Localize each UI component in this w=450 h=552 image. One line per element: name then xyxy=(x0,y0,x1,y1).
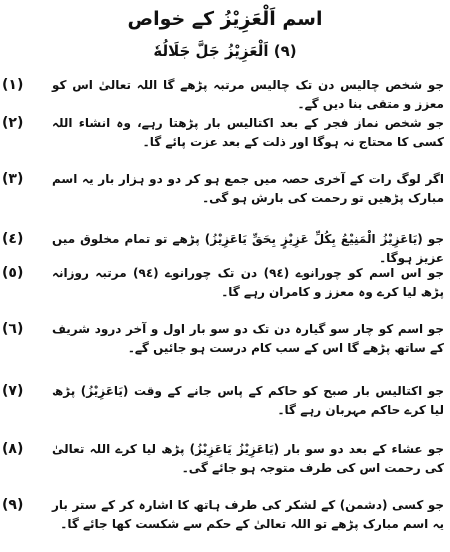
page-title: اسم اَلْعَزِیْزُ کے خواص xyxy=(127,8,323,30)
item-text: جو (یَاعَزِیْزُ الْمَنِیْعُ بِکُلِّ عَزِیْزٍ بِحَقِّ یَاعَزِیْزُ) پڑھے تو تمام مخلوق میں عزیز ہوگا۔ xyxy=(52,232,444,265)
list-item-8 xyxy=(0,440,450,496)
item-text: جو شخص چالیس دن تک چالیس مرتبہ پڑھے گا اللہ تعالیٰ اس کو معزز و متقی بنا دیں گے۔ xyxy=(52,78,444,111)
list-item-1 xyxy=(0,76,450,114)
item-text: جو عشاء کے بعد دو سو بار (یَاعَزِیْزُ یَاعَزِیْزُ) پڑھ لیا کرے اللہ تعالیٰ کی رحمت اس کی طرف متوجہ ہو جائے گی۔ xyxy=(52,442,444,475)
item-number: (٣) xyxy=(2,171,24,187)
item-text: جو اسم کو چار سو گیارہ دن تک دو سو بار اول و آخر درود شریف کے ساتھ پڑھے گا اس کے سب کام درست ہو جائیں گے۔ xyxy=(52,322,444,355)
item-number: (٥) xyxy=(2,265,24,281)
item-number: (٨) xyxy=(2,441,24,457)
item-number: (٧) xyxy=(2,383,24,399)
item-list xyxy=(0,76,450,546)
list-item-4 xyxy=(0,230,450,264)
item-number: (٦) xyxy=(2,321,24,337)
item-number: (٤) xyxy=(2,231,24,247)
page-subtitle: (٩) اَلْعَزِیْزُ جَلَّ جَلَالُهٗ xyxy=(153,42,297,60)
item-text: جو اکتالیس بار صبح کو حاکم کے پاس جانے کے وقت (یَاعَزِیْزُ) پڑھ لیا کرے حاکم مہربان رہے گا۔ xyxy=(52,384,444,417)
list-item-6 xyxy=(0,320,450,382)
list-item-5 xyxy=(0,264,450,320)
item-text: جو کسی (دشمن) کے لشکر کی طرف ہاتھ کا اشارہ کر کے ستر بار یہ اسم مبارک پڑھے تو اللہ تعالیٰ کے حکم سے شکست کھا جائے گا۔ xyxy=(52,498,444,531)
item-text: جو اس اسم کو چورانوے (٩٤) دن تک چورانوے (٩٤) مرتبہ روزانہ پڑھ لیا کرے وہ معزز و کامران رہے گا۔ xyxy=(52,266,444,299)
item-text: اگر لوگ رات کے آخری حصہ میں جمع ہو کر دو دو ہزار بار یہ اسم مبارک پڑھیں تو رحمت کی بارش ہو گی۔ xyxy=(52,172,444,205)
list-item-9 xyxy=(0,496,450,546)
item-text: جو شخص نماز فجر کے بعد اکتالیس بار پڑھتا رہے، وہ انشاء اللہ کسی کا محتاج نہ ہوگا اور ذلت کے بعد عزت پائے گا۔ xyxy=(52,116,444,149)
list-item-2 xyxy=(0,114,450,170)
list-item-3 xyxy=(0,170,450,230)
list-item-7 xyxy=(0,382,450,440)
item-number: (٢) xyxy=(2,115,24,131)
item-number: (١) xyxy=(2,77,24,93)
item-number: (٩) xyxy=(2,497,24,513)
